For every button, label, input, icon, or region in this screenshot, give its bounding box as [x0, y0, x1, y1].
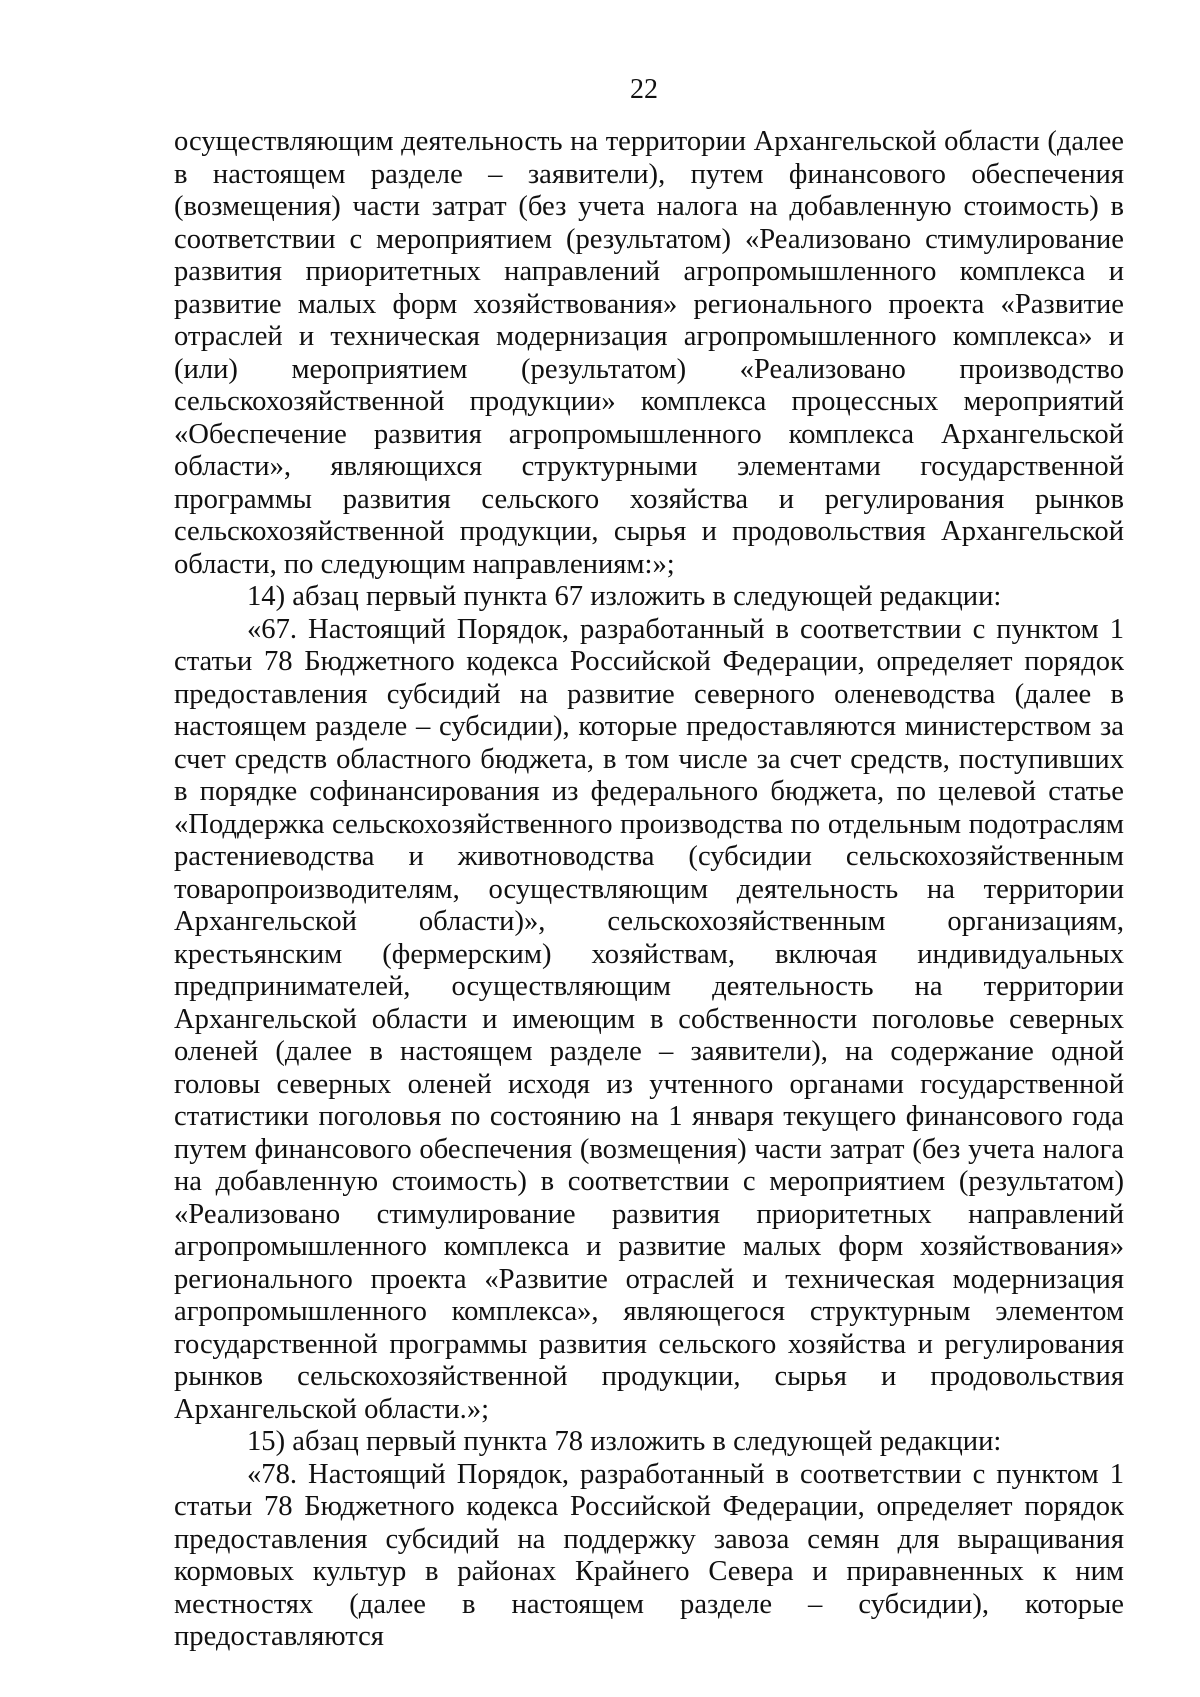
paragraph-item-15: 15) абзац первый пункта 78 изложить в следующей редакции:	[247, 1426, 1002, 1457]
paragraph-item-14: 14) абзац первый пункта 67 изложить в следующей редакции:	[247, 581, 1002, 612]
paragraph-continuation: осуществляющим деятельность на территории Архангельской области (далее в настоящем разделе – заявители), путем финансового обеспечения (возмещения) части затрат (без учета налога на добавленную стоимость) в соответствии с мероприятием (результатом) «Реализовано стимулирование развития приоритетных направлений агропромышленного комплекса и развитие малых форм хозяйствования» регионального проекта «Развитие отраслей и техническая модернизация агропромышленного комплекса» и (или) мероприятием (результатом) «Реализовано производство сельскохозяйственной продукции» комплекса процессных мероприятий «Обеспечение развития агропромышленного комплекса Архангельской области», являющихся структурными элементами государственной программы развития сельского хозяйства и регулирования рынков сельскохозяйственной продукции, сырья и продовольствия Архангельской области, по следующим направлениям:»;	[174, 126, 1124, 580]
paragraph-point-78: «78. Настоящий Порядок, разработанный в соответствии с пунктом 1 статьи 78 Бюджетного кодекса Российской Федерации, определяет порядок предоставления субсидий на поддержку завоза семян для выращивания кормовых культур в районах Крайнего Севера и приравненных к ним местностях (далее в настоящем разделе – субсидии), которые предоставляются	[174, 1458, 1124, 1652]
page-number: 22	[630, 74, 658, 105]
paragraph-point-67: «67. Настоящий Порядок, разработанный в соответствии с пунктом 1 статьи 78 Бюджетного кодекса Российской Федерации, определяет порядок предоставления субсидий на развитие северного оленеводства (далее в настоящем разделе – субсидии), которые предоставляются министерством за счет средств областного бюджета, в том числе за счет средств, поступивших в порядке софинансирования из федерального бюджета, по целевой статье «Поддержка сельскохозяйственного производства по отдельным подотраслям растениеводства и животноводства (субсидии сельскохозяйственным товаропроизводителям, осуществляющим деятельность на территории Архангельской области)», сельскохозяйственным организациям, крестьянским (фермерским) хозяйствам, включая индивидуальных предпринимателей, осуществляющим деятельность на территории Архангельской области и имеющим в собственности поголовье северных оленей (далее в настоящем разделе – заявители), на содержание одной головы северных оленей исходя из учтенного органами государственной статистики поголовья по состоянию на 1 января текущего финансового года путем финансового обеспечения (возмещения) части затрат (без учета налога на добавленную стоимость) в соответствии с мероприятием (результатом) «Реализовано стимулирование развития приоритетных направлений агропромышленного комплекса и развитие малых форм хозяйствования» регионального проекта «Развитие отраслей и техническая модернизация агропромышленного комплекса», являющегося структурным элементом государственной программы развития сельского хозяйства и регулирования рынков сельскохозяйственной продукции, сырья и продовольствия Архангельской области.»;	[174, 613, 1124, 1425]
document-body	[174, 126, 1124, 1654]
